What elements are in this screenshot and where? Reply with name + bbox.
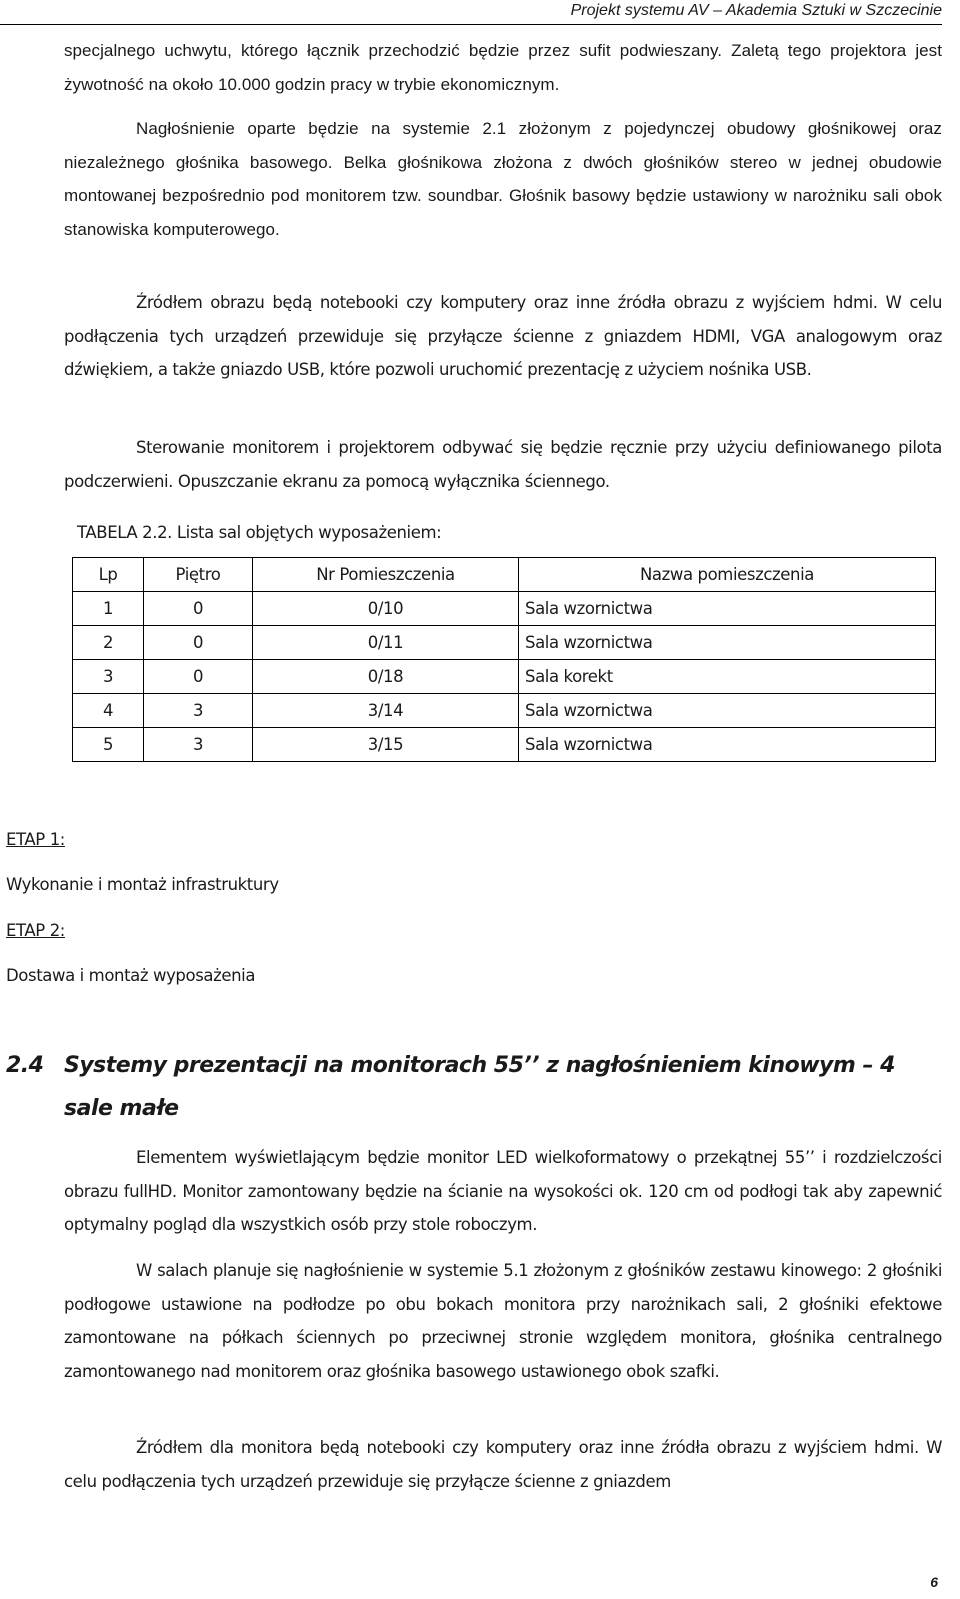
- paragraph-cinema-audio: W salach planuje się nagłośnienie w systemie 5.1 złożonym z głośników zestawu kinowego: 2 głośniki podłogowe ustawione na podłodze po obu bokach monitora przy narożnikach sali, 2 głośniki efektowe zamontowane na półkach ściennych po przeciwnej stronie względem monitora, głośnika centralnego zamontowanego nad monitorem oraz głośnika basowego ustawionego obok szafki.: [64, 1261, 942, 1381]
- cell-room-name: Sala wzornictwa: [519, 626, 936, 660]
- cell-room-name: Sala wzornictwa: [519, 728, 936, 762]
- cell-floor: 0: [144, 660, 253, 694]
- col-header-room-number: Nr Pomieszczenia: [253, 558, 519, 592]
- paragraph-monitor-sources: Źródłem dla monitora będą notebooki czy komputery oraz inne źródła obrazu z wyjściem hdmi. W celu podłączenia tych urządzeń przewiduje się przyłącze ścienne z gniazdem: [64, 1438, 942, 1491]
- cell-lp: 3: [73, 660, 144, 694]
- etap2-label: ETAP 2:: [6, 921, 65, 940]
- page-number: 6: [930, 1574, 938, 1590]
- cell-floor: 3: [144, 694, 253, 728]
- table-row: [73, 660, 936, 694]
- cell-lp: 4: [73, 694, 144, 728]
- col-header-room-name: Nazwa pomieszczenia: [519, 558, 936, 592]
- cell-room-name: Sala korekt: [519, 660, 936, 694]
- cell-room-number: 3/14: [253, 694, 519, 728]
- cell-lp: 2: [73, 626, 144, 660]
- cell-room-name: Sala wzornictwa: [519, 694, 936, 728]
- page-header: Projekt systemu AV – Akademia Sztuki w Szczecinie: [570, 2, 942, 19]
- cell-room-number: 0/18: [253, 660, 519, 694]
- cell-floor: 3: [144, 728, 253, 762]
- paragraph-sources: Źródłem obrazu będą notebooki czy komputery oraz inne źródła obrazu z wyjściem hdmi. W celu podłączenia tych urządzeń przewiduje się przyłącze ścienne z gniazdem HDMI, VGA analogowym oraz dźwiękiem, a także gniazdo USB, które pozwoli uruchomić prezentację z użyciem nośnika USB.: [64, 293, 942, 379]
- section-number: 2.4: [6, 1053, 44, 1078]
- table-row: [73, 626, 936, 660]
- paragraph-monitor: Elementem wyświetlającym będzie monitor LED wielkoformatowy o przekątnej 55’’ i rozdzielczości obrazu fullHD. Monitor zamontowany będzie na ścianie na wysokości ok. 120 cm od podłogi tak aby zapewnić optymalny pogląd dla wszystkich osób przy stole roboczym.: [64, 1148, 942, 1234]
- paragraph-projector: specjalnego uchwytu, którego łącznik przechodzić będzie przez sufit podwieszany. Zaletą tego projektora jest żywotność na około 10.000 godzin pracy w trybie ekonomicznym.: [64, 41, 942, 94]
- rooms-table: [72, 557, 936, 762]
- cell-room-number: 3/15: [253, 728, 519, 762]
- section-title-line2: sale małe: [64, 1096, 179, 1121]
- col-header-lp: Lp: [73, 558, 144, 592]
- etap1-text: Wykonanie i montaż infrastruktury: [6, 875, 279, 894]
- cell-room-name: Sala wzornictwa: [519, 592, 936, 626]
- section-title-line1: Systemy prezentacji na monitorach 55’’ z nagłośnieniem kinowym – 4: [64, 1053, 895, 1078]
- cell-room-number: 0/11: [253, 626, 519, 660]
- table-row: [73, 592, 936, 626]
- header-rule: [0, 24, 942, 25]
- paragraph-audio: Nagłośnienie oparte będzie na systemie 2.1 złożonym z pojedynczej obudowy głośnikowej oraz niezależnego głośnika basowego. Belka głośnikowa złożona z dwóch głośników stereo w jednej obudowie montowanej bezpośrednio pod monitorem tzw. soundbar. Głośnik basowy będzie ustawiony w narożniku sali obok stanowiska komputerowego.: [64, 119, 942, 239]
- paragraph-control: Sterowanie monitorem i projektorem odbywać się będzie ręcznie przy użyciu definiowanego pilota podczerwieni. Opuszczanie ekranu za pomocą wyłącznika ściennego.: [64, 438, 942, 491]
- cell-lp: 1: [73, 592, 144, 626]
- cell-floor: 0: [144, 592, 253, 626]
- etap2-text: Dostawa i montaż wyposażenia: [6, 966, 256, 985]
- table-row: [73, 728, 936, 762]
- section-heading: [6, 1044, 936, 1130]
- etap1-label: ETAP 1:: [6, 830, 65, 849]
- col-header-floor: Piętro: [144, 558, 253, 592]
- table-header-row: [73, 558, 936, 592]
- cell-lp: 5: [73, 728, 144, 762]
- table-row: [73, 694, 936, 728]
- cell-floor: 0: [144, 626, 253, 660]
- cell-room-number: 0/10: [253, 592, 519, 626]
- table-caption: TABELA 2.2. Lista sal objętych wyposażeniem:: [77, 523, 442, 542]
